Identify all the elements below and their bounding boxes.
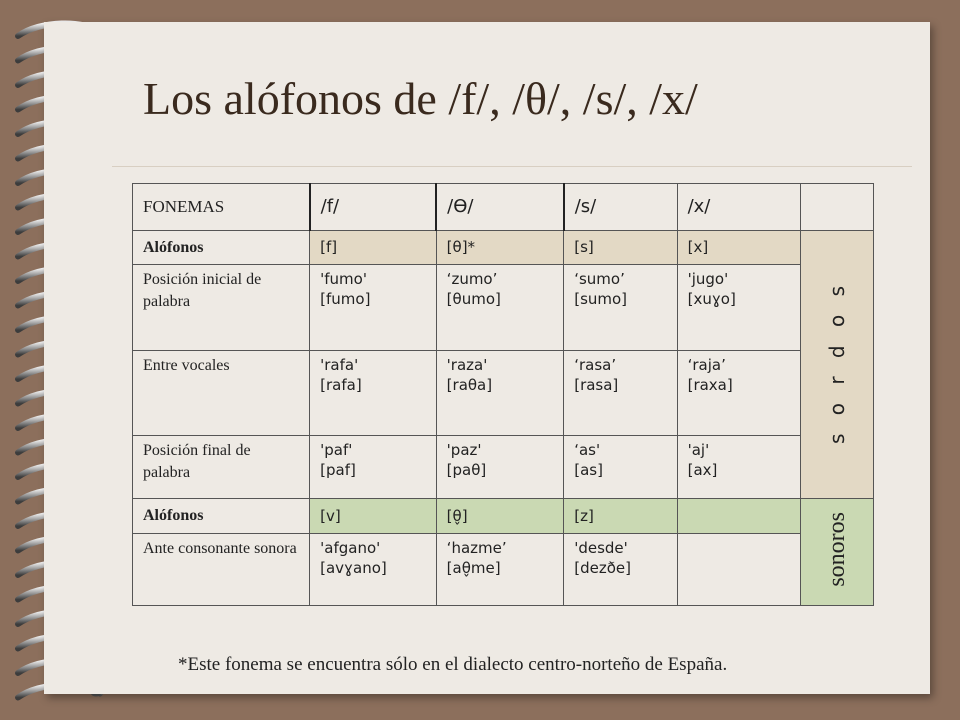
header-cell: /Ɵ/: [436, 184, 564, 231]
table-row: [133, 436, 874, 499]
table-cell: [θ]*: [436, 231, 564, 265]
table-cell: ‘as' [as]: [564, 436, 677, 499]
table-cell: ‘sumo’ [sumo]: [564, 265, 677, 351]
table-cell: 'fumo' [fumo]: [310, 265, 437, 351]
header-cell: /f/: [310, 184, 437, 231]
table-cell: 'rafa' [rafa]: [310, 351, 437, 436]
row-label: Entre vocales: [133, 351, 310, 436]
table-cell: ‘zumo’ [θumo]: [436, 265, 564, 351]
allophones-table: [132, 183, 874, 606]
row-label: Posición inicial de palabra: [133, 265, 310, 351]
table-cell: [677, 534, 801, 606]
footnote: *Este fonema se encuentra sólo en el dialecto centro-norteño de España.: [178, 654, 728, 675]
row-label: Alófonos: [133, 231, 310, 265]
table-row: [133, 534, 874, 606]
table-cell: [x]: [677, 231, 801, 265]
table-row: [133, 351, 874, 436]
row-label: Alófonos: [133, 499, 310, 534]
table-cell: [θ̬]: [436, 499, 564, 534]
table-cell: 'aj' [ax]: [677, 436, 801, 499]
header-cell: /x/: [677, 184, 801, 231]
table-row: [133, 499, 874, 534]
table-cell: 'raza' [raθa]: [436, 351, 564, 436]
row-label: Ante consonante sonora: [133, 534, 310, 606]
table-row: [133, 265, 874, 351]
title-divider: [112, 166, 912, 167]
sonoros-label: sonoros: [823, 512, 850, 587]
sonoros-side-label: [801, 499, 874, 606]
sordos-label: s o r d o s: [824, 279, 849, 444]
table-cell: ‘hazme’ [aθ̬me]: [436, 534, 564, 606]
table-cell: 'afgano' [avɣano]: [310, 534, 437, 606]
table-cell: ‘raja’ [raxa]: [677, 351, 801, 436]
table-header-row: [133, 184, 874, 231]
row-label: Posición final de palabra: [133, 436, 310, 499]
table-cell: [677, 499, 801, 534]
table-cell: 'paf' [paf]: [310, 436, 437, 499]
table-cell: [v]: [310, 499, 437, 534]
header-cell: [801, 184, 874, 231]
sordos-side-label: [801, 231, 874, 499]
header-cell: /s/: [564, 184, 677, 231]
table-row: [133, 231, 874, 265]
table-cell: [f]: [310, 231, 437, 265]
slide-title: Los alófonos de /f/, /θ/, /s/, /x/: [143, 73, 698, 124]
table-cell: [s]: [564, 231, 677, 265]
table-cell: ‘rasa’ [rasa]: [564, 351, 677, 436]
table-cell: [z]: [564, 499, 677, 534]
header-cell: FONEMAS: [133, 184, 310, 231]
table-cell: 'jugo' [xuɣo]: [677, 265, 801, 351]
table-cell: 'paz' [paθ]: [436, 436, 564, 499]
table-cell: 'desde' [dezðe]: [564, 534, 677, 606]
